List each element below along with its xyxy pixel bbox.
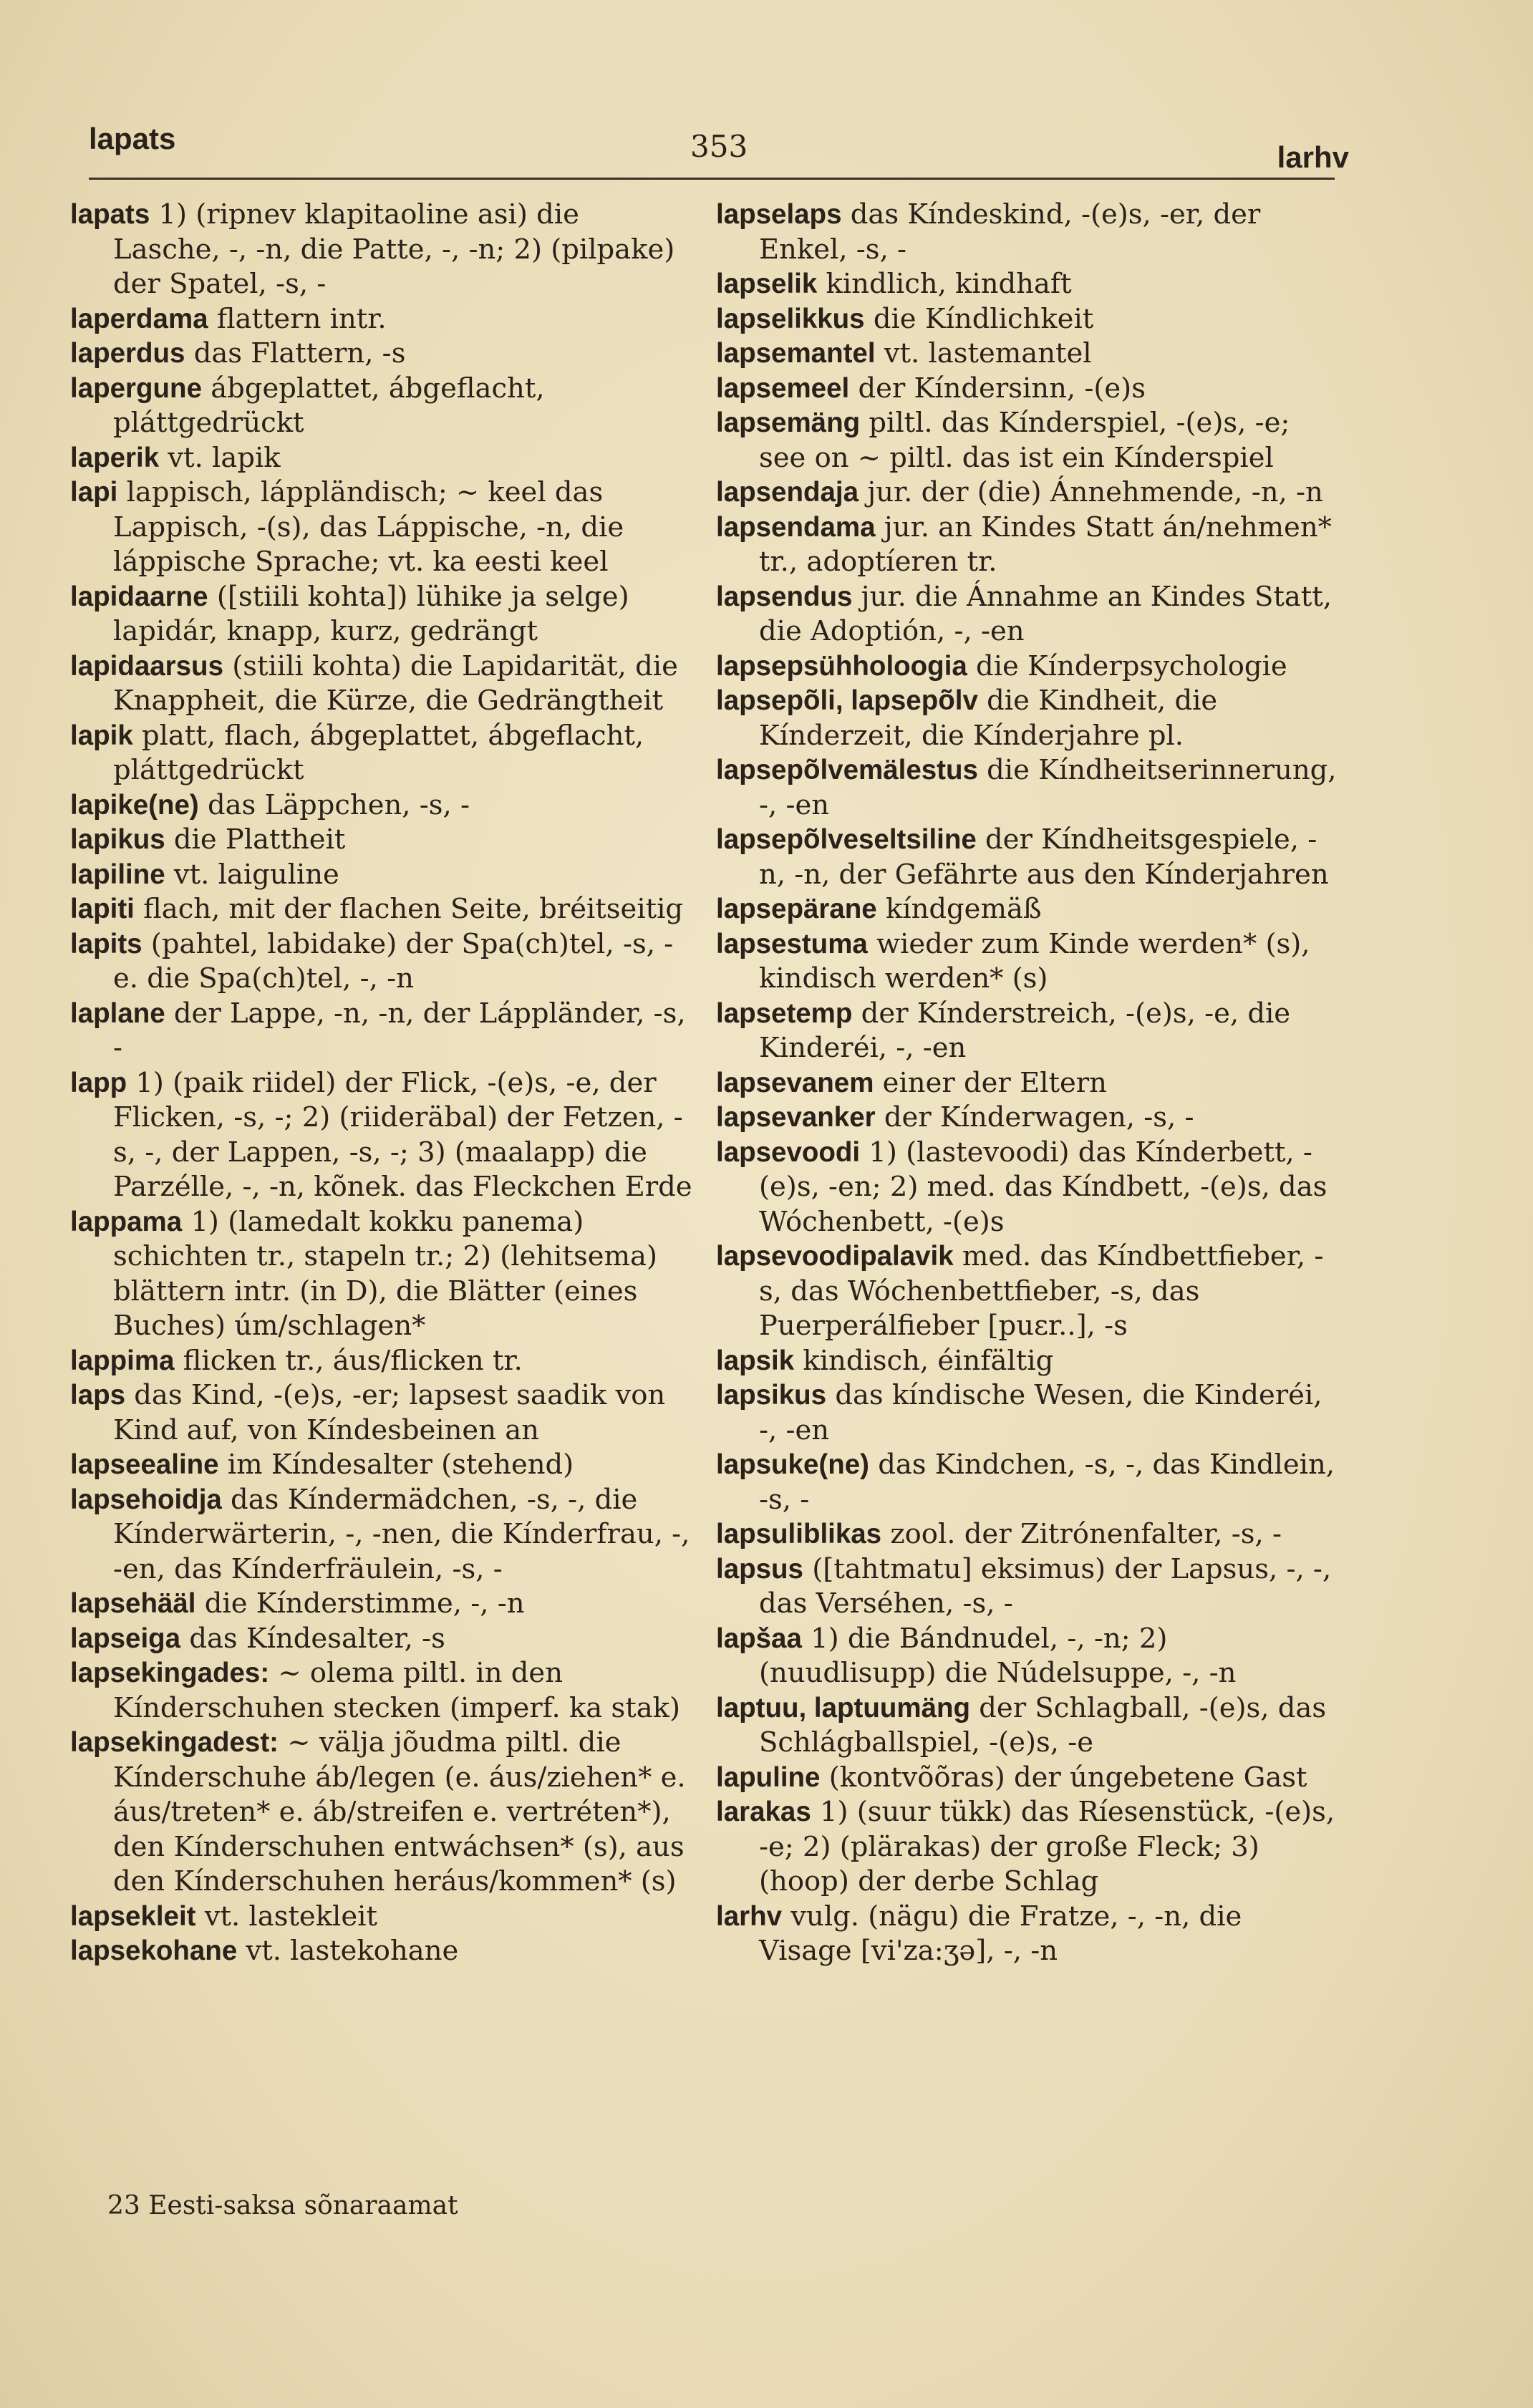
definition: 1) (lastevoodi) das Kínderbett, -(e)s, -en; 2) med. das Kíndbett, -(e)s, das Wóchenbett, -(e)s <box>759 1136 1328 1238</box>
definition: der Kínderwagen, -s, - <box>875 1101 1194 1133</box>
definition: das Kíndeskind, -(e)s, -er, der Enkel, -s, - <box>759 198 1261 266</box>
headword: larakas <box>716 1797 811 1827</box>
headword: lapsikus <box>716 1380 827 1411</box>
dictionary-entry <box>716 580 1339 649</box>
definition: der Kíndheitsgespiele, -n, -n, der Gefährte aus den Kínderjahren <box>759 823 1329 891</box>
definition: der Kíndersinn, -(e)s <box>849 372 1146 405</box>
dictionary-entry <box>70 1448 693 1483</box>
headword: laperdus <box>70 338 185 369</box>
headword: lapsetemp <box>716 997 853 1029</box>
headword: lapsik <box>716 1345 795 1376</box>
dictionary-entry <box>716 1691 1339 1761</box>
definition: 1) die Bándnudel, -, -n; 2) (nuudlisupp) die Núdelsuppe, -, -n <box>759 1622 1237 1689</box>
dictionary-entry <box>70 198 693 302</box>
headword: lapšaa <box>716 1623 802 1654</box>
definition: piltl. das Kínderspiel, -(e)s, -e; see on ~ piltl. das ist ein Kínderspiel <box>759 407 1290 474</box>
dictionary-entry <box>70 858 693 893</box>
headword: lapsemeel <box>716 372 850 404</box>
definition: einer der Eltern <box>874 1066 1107 1099</box>
headword: lapsevoodipalavik <box>716 1241 954 1272</box>
definition: das Kind, -(e)s, -er; lapsest saadik von Kind auf, von Kíndesbeinen an <box>113 1379 666 1446</box>
headword: lapsendama <box>716 511 876 543</box>
headword: lapsepõli, lapsepõlv <box>716 685 978 716</box>
headword: lapsevanem <box>716 1067 874 1098</box>
headword: laperdama <box>70 303 208 334</box>
dictionary-entry <box>70 1656 693 1726</box>
definition: (stiili kohta) die Lapidarität, die Knappheit, die Kürze, die Gedrängtheit <box>113 649 678 717</box>
definition: wieder zum Kinde werden* (s), kindisch werden* (s) <box>759 927 1310 995</box>
definition: das Kíndermädchen, -s, -, die Kínderwärterin, -, -nen, die Kínderfrau, -, -en, das Kínderfräulein, -s, - <box>113 1483 690 1585</box>
headword: lapergune <box>70 372 202 404</box>
headword: lapats <box>70 199 150 230</box>
definition: ábgeplattet, ábgeflacht, pláttgedrückt <box>113 372 545 439</box>
definition: 1) (suur tükk) das Ríesenstück, -(e)s, -e; 2) (plärakas) der große Fleck; 3) (hoop) der derbe Schlag <box>759 1796 1335 1897</box>
dictionary-entry <box>716 997 1339 1066</box>
definition: flattern intr. <box>208 302 387 335</box>
definition: vt. lastekleit <box>195 1900 377 1933</box>
dictionary-entry <box>70 719 693 788</box>
definition: (kontvõõras) der úngebetene Gast <box>820 1761 1307 1794</box>
definition: die Kínderstimme, -, -n <box>195 1587 525 1620</box>
headword: lapsestuma <box>716 928 868 959</box>
definition: jur. der (die) Ánnehmende, -n, -n <box>859 476 1323 508</box>
definition: vt. lastemantel <box>875 337 1092 369</box>
dictionary-entry <box>716 1378 1339 1448</box>
definition: die Kíndheitserinnerung, -, -en <box>759 754 1337 821</box>
header-rule <box>89 178 1335 180</box>
headword: lapidaarsus <box>70 650 223 682</box>
dictionary-entry <box>70 1483 693 1587</box>
headword: lapp <box>70 1067 127 1098</box>
headword: larhv <box>716 1900 783 1932</box>
definition: die Kínderpsychologie <box>967 649 1287 682</box>
dictionary-entry <box>70 441 693 476</box>
dictionary-entry <box>716 927 1339 997</box>
dictionary-entry <box>70 580 693 649</box>
dictionary-entry <box>70 1587 693 1622</box>
headword: laps <box>70 1380 126 1411</box>
headword: lapsehääl <box>70 1588 196 1619</box>
dictionary-entry <box>716 511 1339 580</box>
definition: zool. der Zitrónenfalter, -s, - <box>881 1518 1282 1550</box>
definition: ~ olema piltl. in den Kínderschuhen stecken (imperf. ka stak) <box>113 1657 681 1724</box>
definition: 1) (ripnev klapitaoline asi) die Lasche, -, -n, die Patte, -, -n; 2) (pilpake) der Spatel, -s, - <box>113 198 675 300</box>
definition: der Schlagball, -(e)s, das Schlágballspiel, -(e)s, -e <box>759 1691 1327 1759</box>
definition: der Lappe, -n, -n, der Láppländer, -s, - <box>113 997 686 1064</box>
definition: vt. lastekohane <box>237 1935 459 1967</box>
definition: im Kíndesalter (stehend) <box>218 1449 574 1481</box>
headword: laperik <box>70 442 160 473</box>
definition: der Kínderstreich, -(e)s, -e, die Kinderéi, -, -en <box>759 997 1291 1064</box>
definition: die Kindheit, die Kínderzeit, die Kínderjahre pl. <box>759 685 1218 752</box>
definition: ([tahtmatu] eksimus) der Lapsus, -, -, das Verséhen, -s, - <box>759 1552 1332 1620</box>
dictionary-entry <box>70 1378 693 1448</box>
dictionary-entry <box>716 337 1339 372</box>
dictionary-entry <box>716 1795 1339 1900</box>
headword: lapsevoodi <box>716 1136 861 1168</box>
page-header <box>89 115 1349 186</box>
dictionary-entry <box>70 1205 693 1344</box>
headword: lapike(ne) <box>70 789 199 821</box>
page-footer: 23 Eesti-saksa sõnaraamat <box>107 2191 458 2220</box>
definition: das Kindchen, -s, -, das Kindlein, -s, - <box>759 1449 1335 1516</box>
dictionary-entry <box>70 1900 693 1935</box>
dictionary-entry <box>716 1239 1339 1344</box>
headword: lapsuke(ne) <box>716 1449 869 1480</box>
definition: platt, flach, ábgeplattet, ábgeflacht, pláttgedrückt <box>113 719 644 786</box>
dictionary-entry <box>70 475 693 580</box>
definition: vt. lapik <box>159 441 281 474</box>
headword: lapsendus <box>716 581 853 612</box>
dictionary-entry <box>716 684 1339 753</box>
definition: jur. an Kindes Statt án/nehmen* tr., adoptíeren tr. <box>759 511 1332 578</box>
headword: lappama <box>70 1206 183 1237</box>
dictionary-entry <box>716 1761 1339 1796</box>
headword: lapsekleit <box>70 1900 196 1932</box>
definition: 1) (lamedalt kokku panema) schichten tr., stapeln tr.; 2) (lehitsema) blättern intr. (in D), die Blätter (eines Buches) úm/schlagen* <box>113 1205 657 1342</box>
dictionary-entry <box>70 1622 693 1657</box>
headword: lapits <box>70 928 142 959</box>
dictionary-entry <box>716 406 1339 475</box>
dictionary-entry <box>716 267 1339 302</box>
headword: lapuline <box>716 1761 821 1793</box>
dictionary-entry <box>716 892 1339 927</box>
dictionary-entry <box>716 1622 1339 1691</box>
definition: kindisch, éinfältig <box>794 1344 1054 1377</box>
headword: lapsekingades: <box>70 1658 270 1688</box>
definition: 1) (paik riidel) der Flick, -(e)s, -e, der Flicken, -s, -; 2) (riideräbal) der Fetzen, -s, -, der Lappen, -s, -; 3) (maalapp) die Parzélle, -, -n, kõnek. das Fleckchen Erde <box>113 1066 692 1203</box>
dictionary-entry <box>70 337 693 372</box>
headword: lapsekingadest: <box>70 1727 279 1758</box>
dictionary-entry <box>716 1900 1339 1969</box>
dictionary-entry <box>716 1517 1339 1552</box>
dictionary-entry <box>716 302 1339 337</box>
headword: lapseiga <box>70 1623 181 1654</box>
definition: (pahtel, labidake) der Spa(ch)tel, -s, - e. die Spa(ch)tel, -, -n <box>113 927 674 995</box>
definition: vulg. (nägu) die Fratze, -, -n, die Visage [vi'za:ʒə], -, -n <box>759 1900 1242 1967</box>
definition: ([stiili kohta]) lühike ja selge) lapidár, knapp, kurz, gedrängt <box>113 580 629 647</box>
definition: das Flattern, -s <box>185 337 406 369</box>
dictionary-entry <box>716 753 1339 823</box>
definition: das Kíndesalter, -s <box>180 1622 445 1655</box>
definition: ~ välja jõudma piltl. die Kínderschuhe áb/legen (e. áus/ziehen* e. áus/treten* e. áb/streifen e. vertréten*), den Kínderschuhen entwáchsen* (s), aus den Kínderschuhen heráus/kommen* (s) <box>113 1726 686 1897</box>
definition: lappisch, láppländisch; ~ keel das Lappisch, -(s), das Láppische, -n, die láppische Sprache; vt. ka eesti keel <box>113 476 624 578</box>
dictionary-entry <box>716 198 1339 267</box>
dictionary-entry <box>70 927 693 997</box>
dictionary-entry <box>70 649 693 719</box>
dictionary-entry <box>70 997 693 1066</box>
definition: das kíndische Wesen, die Kinderéi, -, -en <box>759 1379 1322 1446</box>
headword: lapsekohane <box>70 1935 238 1966</box>
headword: lapikus <box>70 824 165 855</box>
definition: kíndgemäß <box>876 893 1042 925</box>
right-column <box>716 198 1339 1969</box>
dictionary-entry <box>716 475 1339 511</box>
dictionary-entry <box>70 823 693 858</box>
dictionary-entry <box>716 1448 1339 1517</box>
headword: lapsemäng <box>716 407 861 438</box>
dictionary-entry <box>716 1344 1339 1379</box>
dictionary-entry <box>716 372 1339 407</box>
definition: die Plattheit <box>165 823 346 856</box>
dictionary-entry <box>716 1101 1339 1136</box>
definition: die Kíndlichkeit <box>864 302 1094 335</box>
headword: lapsepõlveseltsiline <box>716 824 977 855</box>
headword: lapsendaja <box>716 477 859 508</box>
headword: lapiline <box>70 859 165 890</box>
headword: lapiti <box>70 894 135 924</box>
headword: laplane <box>70 997 165 1029</box>
dictionary-entry <box>716 649 1339 685</box>
definition: vt. laiguline <box>165 858 339 891</box>
definition: flach, mit der flachen Seite, bréitseitig <box>134 893 684 925</box>
headword: lapselikkus <box>716 303 865 334</box>
headword: lapidaarne <box>70 581 208 612</box>
headword: lapsepõlvemälestus <box>716 755 978 785</box>
dictionary-entry <box>716 1066 1339 1101</box>
definition: flicken tr., áus/flicken tr. <box>174 1344 523 1377</box>
headword: lapsuliblikas <box>716 1519 882 1549</box>
dictionary-entry <box>70 1344 693 1379</box>
headword: lapik <box>70 720 133 751</box>
headword: lapsus <box>716 1553 803 1585</box>
headword: lapseealine <box>70 1449 219 1480</box>
dictionary-entry <box>70 892 693 927</box>
definition: med. das Kíndbettfieber, -s, das Wóchenbettfieber, -s, das Puerperálfieber [puɛr..], -s <box>759 1240 1324 1342</box>
definition: kindlich, kindhaft <box>817 268 1072 300</box>
headword: lapsemantel <box>716 338 876 369</box>
dictionary-entry <box>70 372 693 441</box>
headword: lapsepärane <box>716 894 877 924</box>
headword: lapsehoidja <box>70 1484 222 1515</box>
running-head-right: larhv <box>1277 140 1349 174</box>
headword: laptuu, laptuumäng <box>716 1692 971 1723</box>
running-head-left: lapats <box>89 122 176 155</box>
dictionary-entry <box>716 823 1339 892</box>
dictionary-entry <box>70 1934 693 1969</box>
dictionary-entry <box>70 788 693 823</box>
headword: lapselaps <box>716 199 842 230</box>
dictionary-entry <box>70 302 693 337</box>
headword: lapselik <box>716 269 818 299</box>
left-column <box>70 198 693 1969</box>
dictionary-entry <box>716 1136 1339 1240</box>
page-number: 353 <box>690 129 748 164</box>
headword: lapi <box>70 477 118 508</box>
dictionary-entry <box>70 1726 693 1900</box>
definition: das Läppchen, -s, - <box>198 788 470 821</box>
headword: lapsevanker <box>716 1102 876 1133</box>
headword: lapsepsühholoogia <box>716 650 967 682</box>
dictionary-entry <box>716 1552 1339 1622</box>
headword: lappima <box>70 1345 175 1376</box>
dictionary-entry <box>70 1066 693 1205</box>
definition: jur. die Ánnahme an Kindes Statt, die Adoptión, -, -en <box>759 580 1332 647</box>
